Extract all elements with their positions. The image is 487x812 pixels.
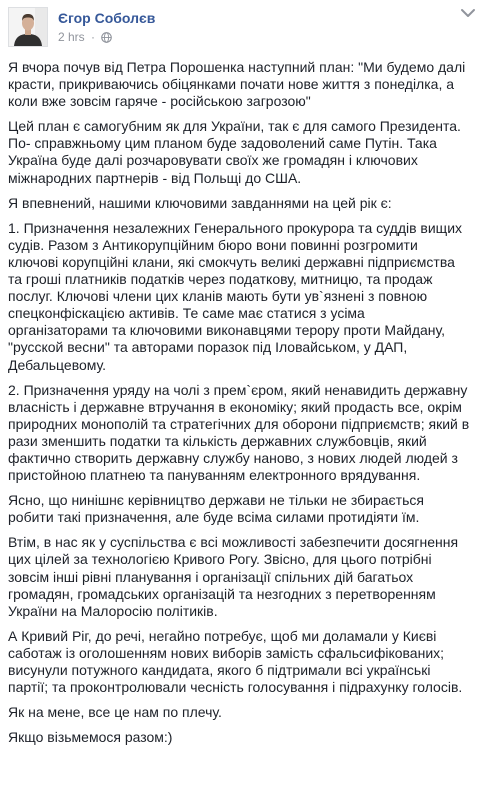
author-name[interactable]: Єгор Соболєв (58, 10, 156, 26)
post-body (8, 59, 480, 754)
post-meta (58, 30, 112, 44)
post-paragraph: Втім, в нас як у суспільства є всі можливості забезпечити досягнення цих цілей за технологією Кривого Рогу. Звісно, для цього потрібні зовсім інші рівні планування і організації спільних дій багатьох громадян, громадських організацій та незгодних з перетворенням України на Малоросію політиків. (8, 534, 459, 619)
post-paragraph: Цей план є самогубним як для України, так є для самого Президента. По- справжньому цим планом буде задоволений саме Путін. Така Україна буде далі розчаровувати своїх же громадян і ключових міжнародних партнерів - від Польщі до США. (8, 118, 461, 186)
meta-separator: · (91, 30, 96, 44)
post-timestamp[interactable]: 2 hrs (58, 30, 85, 44)
post-paragraph: 2. Призначення уряду на чолі з прем`єром, який ненавидить державну власність і державне втручання в економіку; який продасть все, окрім природних монополій та стратегічних для оборони підприємств; який в рази зменшить податки та кількість державних службовців, який фактично створить державну службу наново, з нових людей людей з пристойною платнею та пануванням електронного врядування. (8, 381, 470, 484)
chevron-down-icon[interactable] (460, 7, 476, 19)
post-paragraph: Як на мене, все це нам по плечу. (8, 704, 222, 721)
profile-photo (9, 8, 47, 46)
avatar[interactable] (8, 7, 48, 47)
post-paragraph: 1. Призначення незалежних Генерального прокурора та суддів вищих судів. Разом з Антикорупційним бюро вони повинні розгромити ключові корупційні клани, які смокчуть великі державні підприємства та гроші платників податків через податкову, митницю, та продаж послуг. Ключові члени цих кланів мають бути ув`язнені з повною спецконфіскацією активів. Те саме має статися з усіма організаторами та ключовими виконавцями терору проти Майдану, "русской весни" та авторами поразок під Іловайськом, у ДАП, Дебальцевому. (8, 219, 463, 373)
globe-icon[interactable] (101, 32, 112, 43)
post-paragraph: Ясно, що нинішнє керівництво держави не тільки не збирається робити такі призначення, але буде всіма силами протидіяти їм. (8, 492, 424, 526)
post-header (8, 7, 478, 51)
post-paragraph: А Кривий Ріг, до речі, негайно потребує, щоб ми доламали у Києві саботаж із оголошенням нових виборів замість сфальсифікованих; висунули потужного кандидата, якого б підтримали всі українські партії; та проконтролювали чесність голосування і підрахунку голосів. (8, 627, 463, 696)
post-paragraph: Я вчора почув від Петра Порошенка наступний план: "Ми будемо далі красти, прикриваючись обіцянками почати нове життя з понеділка, а коли вже зовсім гаряче - російською загрозою" (8, 59, 466, 110)
post-paragraph: Якщо візьмемося разом:) (8, 729, 173, 746)
post-paragraph: Я впевнений, нашими ключовими завданнями на цей рік є: (8, 194, 392, 211)
